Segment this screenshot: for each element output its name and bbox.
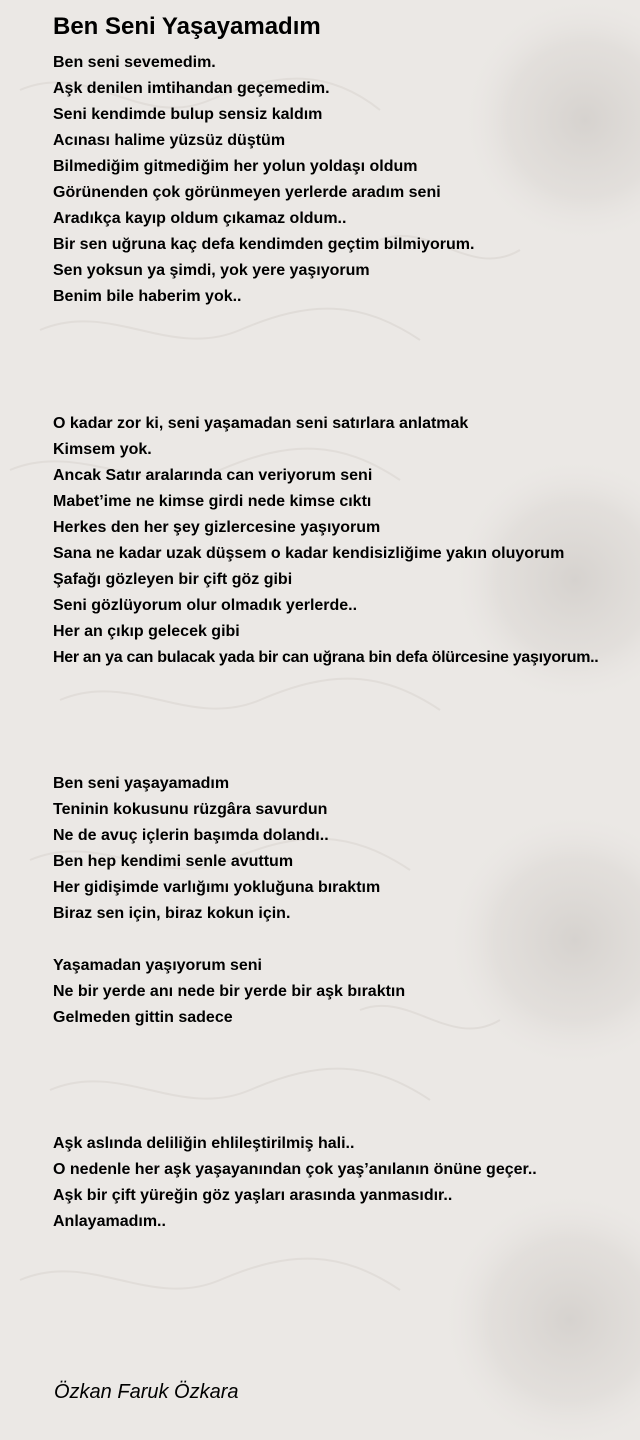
poem-line: Ben seni sevemedim. <box>53 54 216 71</box>
poem-line: Aradıkça kayıp oldum çıkamaz oldum.. <box>53 210 347 227</box>
poem-title: Ben Seni Yaşayamadım <box>53 13 321 40</box>
poem-line: O nedenle her aşk yaşayanından çok yaş’anılanın önüne geçer.. <box>53 1161 537 1178</box>
poem-line: Şafağı gözleyen bir çift göz gibi <box>53 571 293 588</box>
stanza-5 <box>53 1131 537 1235</box>
poem-line: Ancak Satır aralarında can veriyorum seni <box>53 467 373 484</box>
poem-line: Sana ne kadar uzak düşsem o kadar kendisizliğime yakın oluyorum <box>53 545 565 562</box>
poem-line: O kadar zor ki, seni yaşamadan seni satırlara anlatmak <box>53 415 469 432</box>
poem-line: Gelmeden gittin sadece <box>53 1009 233 1026</box>
poem-line: Teninin kokusunu rüzgâra savurdun <box>53 801 328 818</box>
poem-line: Ne bir yerde anı nede bir yerde bir aşk bıraktın <box>53 983 406 1000</box>
poem-line: Seni gözlüyorum olur olmadık yerlerde.. <box>53 597 358 614</box>
poem-line: Ben hep kendimi senle avuttum <box>53 853 294 870</box>
poem-line: Her gidişimde varlığımı yokluğuna bıraktım <box>53 879 381 896</box>
poem-line: Aşk denilen imtihandan geçemedim. <box>53 80 330 97</box>
stanza-4 <box>53 953 405 1031</box>
poem-line: Bilmediğim gitmediğim her yolun yoldaşı oldum <box>53 158 418 175</box>
poem-line: Mabet’ime ne kimse girdi nede kimse cıktı <box>53 493 372 510</box>
poem-line: Biraz sen için, biraz kokun için. <box>53 905 291 922</box>
poem-line: Kimsem yok. <box>53 441 152 458</box>
poem-line: Herkes den her şey gizlercesine yaşıyorum <box>53 519 381 536</box>
poem-author: Özkan Faruk Özkara <box>54 1381 239 1403</box>
stanza-2 <box>53 411 598 671</box>
poem-line: Her an çıkıp gelecek gibi <box>53 623 240 640</box>
poem-line: Aşk bir çift yüreğin göz yaşları arasında yanmasıdır.. <box>53 1187 453 1204</box>
poem-line: Her an ya can bulacak yada bir can uğrana bin defa ölürcesine yaşıyorum.. <box>53 649 599 666</box>
poem-line: Bir sen uğruna kaç defa kendimden geçtim bilmiyorum. <box>53 236 475 253</box>
poem-line: Acınası halime yüzsüz düştüm <box>53 132 286 149</box>
poem-line: Aşk aslında deliliğin ehlileştirilmiş hali.. <box>53 1135 355 1152</box>
poem-line: Sen yoksun ya şimdi, yok yere yaşıyorum <box>53 262 370 279</box>
poem-line: Benim bile haberim yok.. <box>53 288 242 305</box>
poem-line: Ben seni yaşayamadım <box>53 775 230 792</box>
poem-line: Görünenden çok görünmeyen yerlerde aradım seni <box>53 184 441 201</box>
stanza-3 <box>53 771 380 927</box>
stanza-1 <box>53 50 474 310</box>
poem-line: Yaşamadan yaşıyorum seni <box>53 957 262 974</box>
poem-line: Ne de avuç içlerin başımda dolandı.. <box>53 827 329 844</box>
poem-line: Anlayamadım.. <box>53 1213 166 1230</box>
poem-line: Seni kendimde bulup sensiz kaldım <box>53 106 323 123</box>
